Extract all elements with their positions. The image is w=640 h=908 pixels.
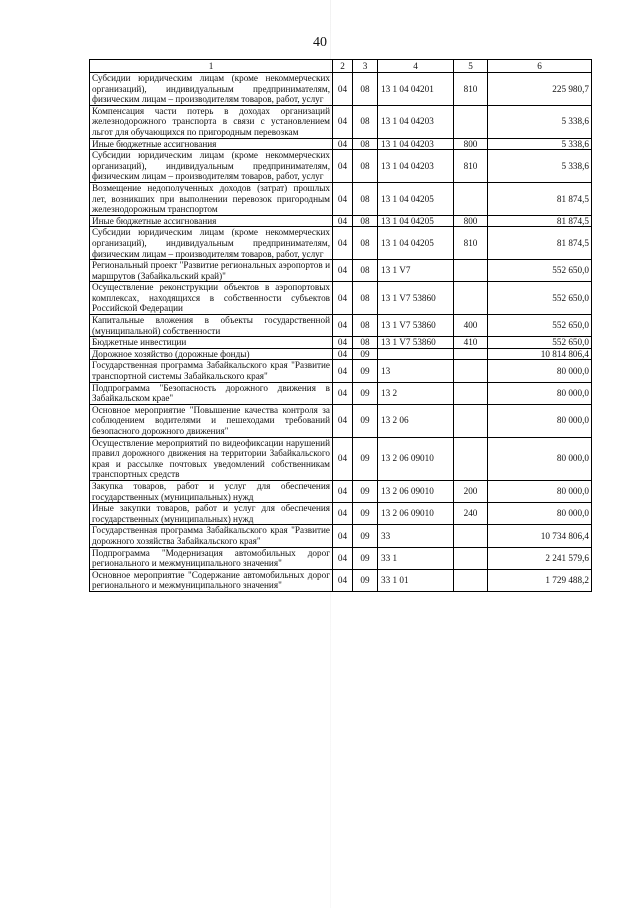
table-row xyxy=(90,348,592,360)
table-row xyxy=(90,337,592,349)
row-expense-type-cell xyxy=(454,105,488,138)
row-target-code-cell: 13 1 04 04205 xyxy=(378,215,454,227)
row-subsection-cell: 08 xyxy=(353,150,378,183)
row-section-cell: 04 xyxy=(333,215,353,227)
row-target-code-cell xyxy=(378,348,454,360)
row-amount-cell: 225 980,7 xyxy=(488,73,592,106)
page-number: 40 xyxy=(313,35,327,50)
table-header-row xyxy=(90,60,592,73)
row-target-code-cell: 13 2 06 09010 xyxy=(378,437,454,480)
row-section-cell: 04 xyxy=(333,337,353,349)
row-name-cell: Государственная программа Забайкальского края "Развитие транспортной системы Забайкальского края" xyxy=(90,360,333,382)
row-target-code-cell: 13 2 06 xyxy=(378,404,454,437)
row-target-code-cell: 13 1 V7 53860 xyxy=(378,282,454,315)
row-expense-type-cell xyxy=(454,348,488,360)
row-name-cell: Основное мероприятие "Содержание автомобильных дорог регионального и межмуниципального значения" xyxy=(90,569,333,591)
row-subsection-cell: 09 xyxy=(353,382,378,404)
header-col-4: 4 xyxy=(378,60,454,73)
row-amount-cell: 10 734 806,4 xyxy=(488,525,592,547)
row-subsection-cell: 09 xyxy=(353,404,378,437)
row-amount-cell: 1 729 488,2 xyxy=(488,569,592,591)
row-subsection-cell: 09 xyxy=(353,569,378,591)
row-expense-type-cell: 800 xyxy=(454,215,488,227)
table-row xyxy=(90,382,592,404)
header-col-3: 3 xyxy=(353,60,378,73)
row-target-code-cell: 13 2 06 09010 xyxy=(378,503,454,525)
row-section-cell: 04 xyxy=(333,525,353,547)
row-subsection-cell: 09 xyxy=(353,503,378,525)
row-expense-type-cell xyxy=(454,547,488,569)
row-section-cell: 04 xyxy=(333,260,353,282)
row-subsection-cell: 08 xyxy=(353,260,378,282)
row-name-cell: Региональный проект "Развитие региональных аэропортов и маршрутов (Забайкальский край)" xyxy=(90,260,333,282)
table-row xyxy=(90,315,592,337)
table-row xyxy=(90,215,592,227)
header-col-2: 2 xyxy=(333,60,353,73)
row-expense-type-cell: 400 xyxy=(454,315,488,337)
row-section-cell: 04 xyxy=(333,360,353,382)
row-expense-type-cell xyxy=(454,569,488,591)
row-target-code-cell: 13 2 xyxy=(378,382,454,404)
table-row xyxy=(90,480,592,502)
row-expense-type-cell xyxy=(454,182,488,215)
row-target-code-cell: 13 1 V7 53860 xyxy=(378,337,454,349)
row-amount-cell: 80 000,0 xyxy=(488,360,592,382)
row-subsection-cell: 08 xyxy=(353,215,378,227)
table-row xyxy=(90,404,592,437)
row-name-cell: Осуществление реконструкции объектов в аэропортовых комплексах, находящихся в собственности субъектов Российской Федерации xyxy=(90,282,333,315)
table-row xyxy=(90,182,592,215)
row-amount-cell: 80 000,0 xyxy=(488,480,592,502)
row-subsection-cell: 08 xyxy=(353,182,378,215)
table-row xyxy=(90,547,592,569)
row-amount-cell: 80 000,0 xyxy=(488,503,592,525)
row-amount-cell: 10 814 806,4 xyxy=(488,348,592,360)
row-amount-cell: 552 650,0 xyxy=(488,337,592,349)
table-row xyxy=(90,503,592,525)
row-section-cell: 04 xyxy=(333,73,353,106)
row-subsection-cell: 09 xyxy=(353,348,378,360)
row-target-code-cell: 13 1 04 04203 xyxy=(378,150,454,183)
row-amount-cell: 80 000,0 xyxy=(488,404,592,437)
row-expense-type-cell: 810 xyxy=(454,73,488,106)
row-name-cell: Иные закупки товаров, работ и услуг для обеспечения государственных (муниципальных) нужд xyxy=(90,503,333,525)
row-section-cell: 04 xyxy=(333,282,353,315)
row-amount-cell: 5 338,6 xyxy=(488,105,592,138)
row-name-cell: Дорожное хозяйство (дорожные фонды) xyxy=(90,348,333,360)
row-amount-cell: 552 650,0 xyxy=(488,315,592,337)
row-expense-type-cell: 200 xyxy=(454,480,488,502)
row-expense-type-cell xyxy=(454,404,488,437)
row-name-cell: Иные бюджетные ассигнования xyxy=(90,215,333,227)
header-col-1: 1 xyxy=(90,60,333,73)
table-row xyxy=(90,105,592,138)
row-target-code-cell: 13 1 04 04203 xyxy=(378,105,454,138)
row-target-code-cell: 13 xyxy=(378,360,454,382)
row-subsection-cell: 09 xyxy=(353,547,378,569)
table-row xyxy=(90,282,592,315)
row-amount-cell: 81 874,5 xyxy=(488,227,592,260)
row-target-code-cell: 33 xyxy=(378,525,454,547)
header-col-5: 5 xyxy=(454,60,488,73)
row-expense-type-cell: 410 xyxy=(454,337,488,349)
row-name-cell: Государственная программа Забайкальского края "Развитие дорожного хозяйства Забайкальского края" xyxy=(90,525,333,547)
row-amount-cell: 552 650,0 xyxy=(488,282,592,315)
table-row xyxy=(90,525,592,547)
budget-table-container xyxy=(89,59,591,592)
row-target-code-cell: 13 1 V7 53860 xyxy=(378,315,454,337)
row-subsection-cell: 09 xyxy=(353,437,378,480)
header-col-6: 6 xyxy=(488,60,592,73)
row-section-cell: 04 xyxy=(333,503,353,525)
table-row xyxy=(90,437,592,480)
row-expense-type-cell xyxy=(454,260,488,282)
budget-table xyxy=(89,59,592,592)
row-name-cell: Закупка товаров, работ и услуг для обеспечения государственных (муниципальных) нужд xyxy=(90,480,333,502)
row-section-cell: 04 xyxy=(333,569,353,591)
row-expense-type-cell xyxy=(454,382,488,404)
row-section-cell: 04 xyxy=(333,315,353,337)
row-expense-type-cell xyxy=(454,360,488,382)
row-amount-cell: 5 338,6 xyxy=(488,150,592,183)
row-section-cell: 04 xyxy=(333,348,353,360)
row-name-cell: Возмещение недополученных доходов (затрат) прошлых лет, возникших при выполнении перевозок пригородным железнодорожным транспортом xyxy=(90,182,333,215)
table-body xyxy=(90,73,592,592)
row-section-cell: 04 xyxy=(333,182,353,215)
row-target-code-cell: 13 2 06 09010 xyxy=(378,480,454,502)
row-amount-cell: 5 338,6 xyxy=(488,138,592,150)
row-section-cell: 04 xyxy=(333,547,353,569)
row-expense-type-cell: 810 xyxy=(454,227,488,260)
row-target-code-cell: 33 1 01 xyxy=(378,569,454,591)
row-amount-cell: 81 874,5 xyxy=(488,215,592,227)
row-section-cell: 04 xyxy=(333,382,353,404)
row-subsection-cell: 09 xyxy=(353,480,378,502)
row-target-code-cell: 13 1 04 04203 xyxy=(378,138,454,150)
row-subsection-cell: 08 xyxy=(353,315,378,337)
row-expense-type-cell: 800 xyxy=(454,138,488,150)
row-section-cell: 04 xyxy=(333,437,353,480)
row-amount-cell: 552 650,0 xyxy=(488,260,592,282)
row-name-cell: Субсидии юридическим лицам (кроме некоммерческих организаций), индивидуальным предпринимателям, физическим лицам – производителям товаров, работ, услуг xyxy=(90,73,333,106)
row-expense-type-cell xyxy=(454,525,488,547)
row-name-cell: Компенсация части потерь в доходах организаций железнодорожного транспорта в связи с установлением льгот для обучающихся по пригородным перевозкам xyxy=(90,105,333,138)
row-subsection-cell: 08 xyxy=(353,337,378,349)
row-section-cell: 04 xyxy=(333,105,353,138)
row-name-cell: Капитальные вложения в объекты государственной (муниципальной) собственности xyxy=(90,315,333,337)
row-expense-type-cell: 240 xyxy=(454,503,488,525)
row-section-cell: 04 xyxy=(333,480,353,502)
row-section-cell: 04 xyxy=(333,404,353,437)
row-name-cell: Подпрограмма "Модернизация автомобильных дорог регионального и межмуниципального значения" xyxy=(90,547,333,569)
row-name-cell: Бюджетные инвестиции xyxy=(90,337,333,349)
row-subsection-cell: 09 xyxy=(353,360,378,382)
row-target-code-cell: 13 1 04 04201 xyxy=(378,73,454,106)
table-row xyxy=(90,138,592,150)
row-name-cell: Подпрограмма "Безопасность дорожного движения в Забайкальском крае" xyxy=(90,382,333,404)
row-name-cell: Субсидии юридическим лицам (кроме некоммерческих организаций), индивидуальным предпринимателям, физическим лицам – производителям товаров, работ, услуг xyxy=(90,227,333,260)
row-subsection-cell: 08 xyxy=(353,282,378,315)
row-expense-type-cell xyxy=(454,437,488,480)
table-row xyxy=(90,227,592,260)
table-row xyxy=(90,73,592,106)
row-name-cell: Иные бюджетные ассигнования xyxy=(90,138,333,150)
row-expense-type-cell: 810 xyxy=(454,150,488,183)
row-name-cell: Субсидии юридическим лицам (кроме некоммерческих организаций), индивидуальным предпринимателям, физическим лицам – производителям товаров, работ, услуг xyxy=(90,150,333,183)
row-amount-cell: 2 241 579,6 xyxy=(488,547,592,569)
row-target-code-cell: 13 1 04 04205 xyxy=(378,227,454,260)
row-section-cell: 04 xyxy=(333,150,353,183)
table-row xyxy=(90,569,592,591)
row-expense-type-cell xyxy=(454,282,488,315)
row-subsection-cell: 08 xyxy=(353,227,378,260)
row-target-code-cell: 13 1 V7 xyxy=(378,260,454,282)
row-amount-cell: 81 874,5 xyxy=(488,182,592,215)
row-subsection-cell: 09 xyxy=(353,525,378,547)
row-subsection-cell: 08 xyxy=(353,105,378,138)
row-name-cell: Основное мероприятие "Повышение качества контроля за соблюдением водителями и пешеходами требований безопасного дорожного движения" xyxy=(90,404,333,437)
row-section-cell: 04 xyxy=(333,138,353,150)
row-name-cell: Осуществление мероприятий по видеофиксации нарушений правил дорожного движения на территории Забайкальского края и рассылке почтовых уведомлений собственникам транспортных средств xyxy=(90,437,333,480)
row-target-code-cell: 33 1 xyxy=(378,547,454,569)
table-row xyxy=(90,360,592,382)
row-section-cell: 04 xyxy=(333,227,353,260)
row-amount-cell: 80 000,0 xyxy=(488,437,592,480)
row-subsection-cell: 08 xyxy=(353,138,378,150)
row-subsection-cell: 08 xyxy=(353,73,378,106)
table-row xyxy=(90,150,592,183)
row-amount-cell: 80 000,0 xyxy=(488,382,592,404)
row-target-code-cell: 13 1 04 04205 xyxy=(378,182,454,215)
table-row xyxy=(90,260,592,282)
